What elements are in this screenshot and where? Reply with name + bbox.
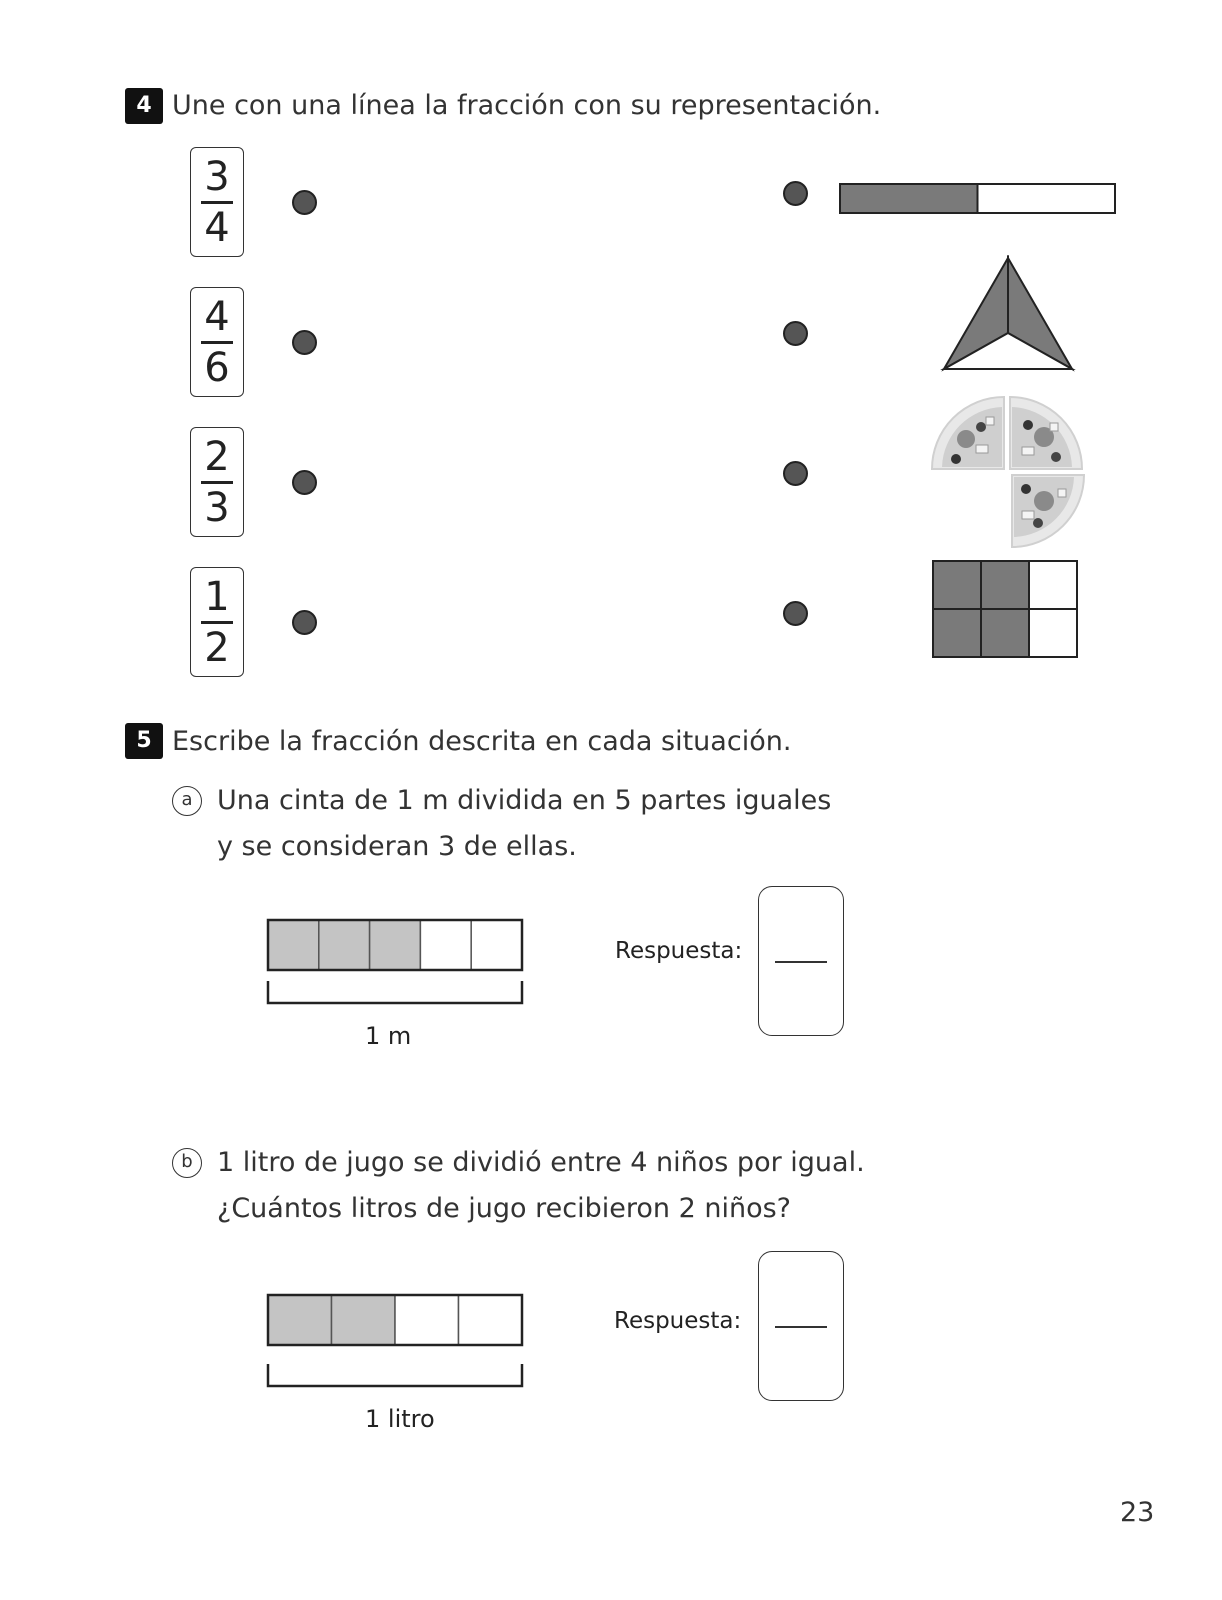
item-a-line-2: y se consideran 3 de ellas. — [217, 831, 577, 862]
fraction-numerator: 2 — [204, 433, 230, 480]
representation-grid — [931, 559, 1079, 659]
grid-cell-shaded — [933, 561, 981, 609]
fraction-denominator: 3 — [204, 484, 230, 531]
right-connector-dot-2[interactable] — [783, 321, 808, 346]
fraction-numerator: 1 — [204, 573, 230, 620]
fraction-numerator: 3 — [204, 153, 230, 200]
tape-segment-shaded — [268, 920, 319, 970]
fraction-denominator: 6 — [204, 344, 230, 391]
right-connector-dot-1[interactable] — [783, 181, 808, 206]
bar-shaded-part — [840, 184, 978, 213]
representation-pizza — [926, 393, 1091, 553]
tape-segment-empty — [459, 1295, 523, 1345]
tape-segment-empty — [420, 920, 471, 970]
answer-box-b[interactable] — [758, 1251, 844, 1401]
fraction-bar — [201, 201, 233, 204]
fraction-denominator: 4 — [204, 204, 230, 251]
measure-bracket — [268, 1364, 522, 1386]
answer-label-a: Respuesta: — [615, 938, 743, 964]
left-connector-dot-3[interactable] — [292, 470, 317, 495]
measure-label-b: 1 litro — [365, 1405, 435, 1433]
representation-triangle — [940, 255, 1076, 373]
answer-fraction-line — [775, 961, 827, 963]
tape-diagram-a — [265, 917, 527, 1009]
left-connector-dot-1[interactable] — [292, 190, 317, 215]
fraction-bar — [201, 621, 233, 624]
item-b-line-1: 1 litro de jugo se dividió entre 4 niños por igual. — [217, 1147, 865, 1178]
exercise-5-instruction: Escribe la fracción descrita en cada situación. — [172, 726, 792, 757]
grid-cell-shaded — [981, 609, 1029, 657]
fraction-denominator: 2 — [204, 624, 230, 671]
fraction-card-4 — [190, 567, 244, 677]
exercise-4-instruction: Une con una línea la fracción con su representación. — [172, 90, 882, 121]
right-connector-dot-3[interactable] — [783, 461, 808, 486]
tape-segment-shaded — [332, 1295, 396, 1345]
fraction-bar — [201, 341, 233, 344]
right-connector-dot-4[interactable] — [783, 601, 808, 626]
tape-segment-empty — [471, 920, 522, 970]
item-b-marker: b — [172, 1148, 202, 1178]
grid-cell-empty — [1029, 609, 1077, 657]
left-connector-dot-2[interactable] — [292, 330, 317, 355]
page-number: 23 — [1120, 1497, 1155, 1528]
exercise-5-badge: 5 — [125, 723, 163, 759]
item-b-line-2: ¿Cuántos litros de jugo recibieron 2 niños? — [217, 1193, 792, 1224]
tape-diagram-b — [265, 1292, 527, 1390]
fraction-numerator: 4 — [204, 293, 230, 340]
grid-cell-shaded — [981, 561, 1029, 609]
fraction-card-2 — [190, 287, 244, 397]
tape-segment-shaded — [268, 1295, 332, 1345]
pizza-slice-top-right — [1010, 397, 1082, 469]
representation-bar — [838, 182, 1120, 216]
tape-segment-shaded — [370, 920, 421, 970]
measure-bracket — [268, 981, 522, 1003]
item-a-line-1: Una cinta de 1 m dividida en 5 partes iguales — [217, 785, 832, 816]
answer-fraction-line — [775, 1326, 827, 1328]
measure-label-a: 1 m — [365, 1022, 412, 1050]
pizza-slice-top-left — [932, 397, 1004, 469]
answer-label-b: Respuesta: — [614, 1308, 742, 1334]
answer-box-a[interactable] — [758, 886, 844, 1036]
left-connector-dot-4[interactable] — [292, 610, 317, 635]
fraction-bar — [201, 481, 233, 484]
pizza-slice-bottom-right — [1012, 475, 1084, 547]
exercise-4-badge: 4 — [125, 88, 163, 124]
grid-cell-shaded — [933, 609, 981, 657]
tape-segment-shaded — [319, 920, 370, 970]
grid-cell-empty — [1029, 561, 1077, 609]
fraction-card-3 — [190, 427, 244, 537]
fraction-card-1 — [190, 147, 244, 257]
tape-segment-empty — [395, 1295, 459, 1345]
item-a-marker: a — [172, 786, 202, 816]
